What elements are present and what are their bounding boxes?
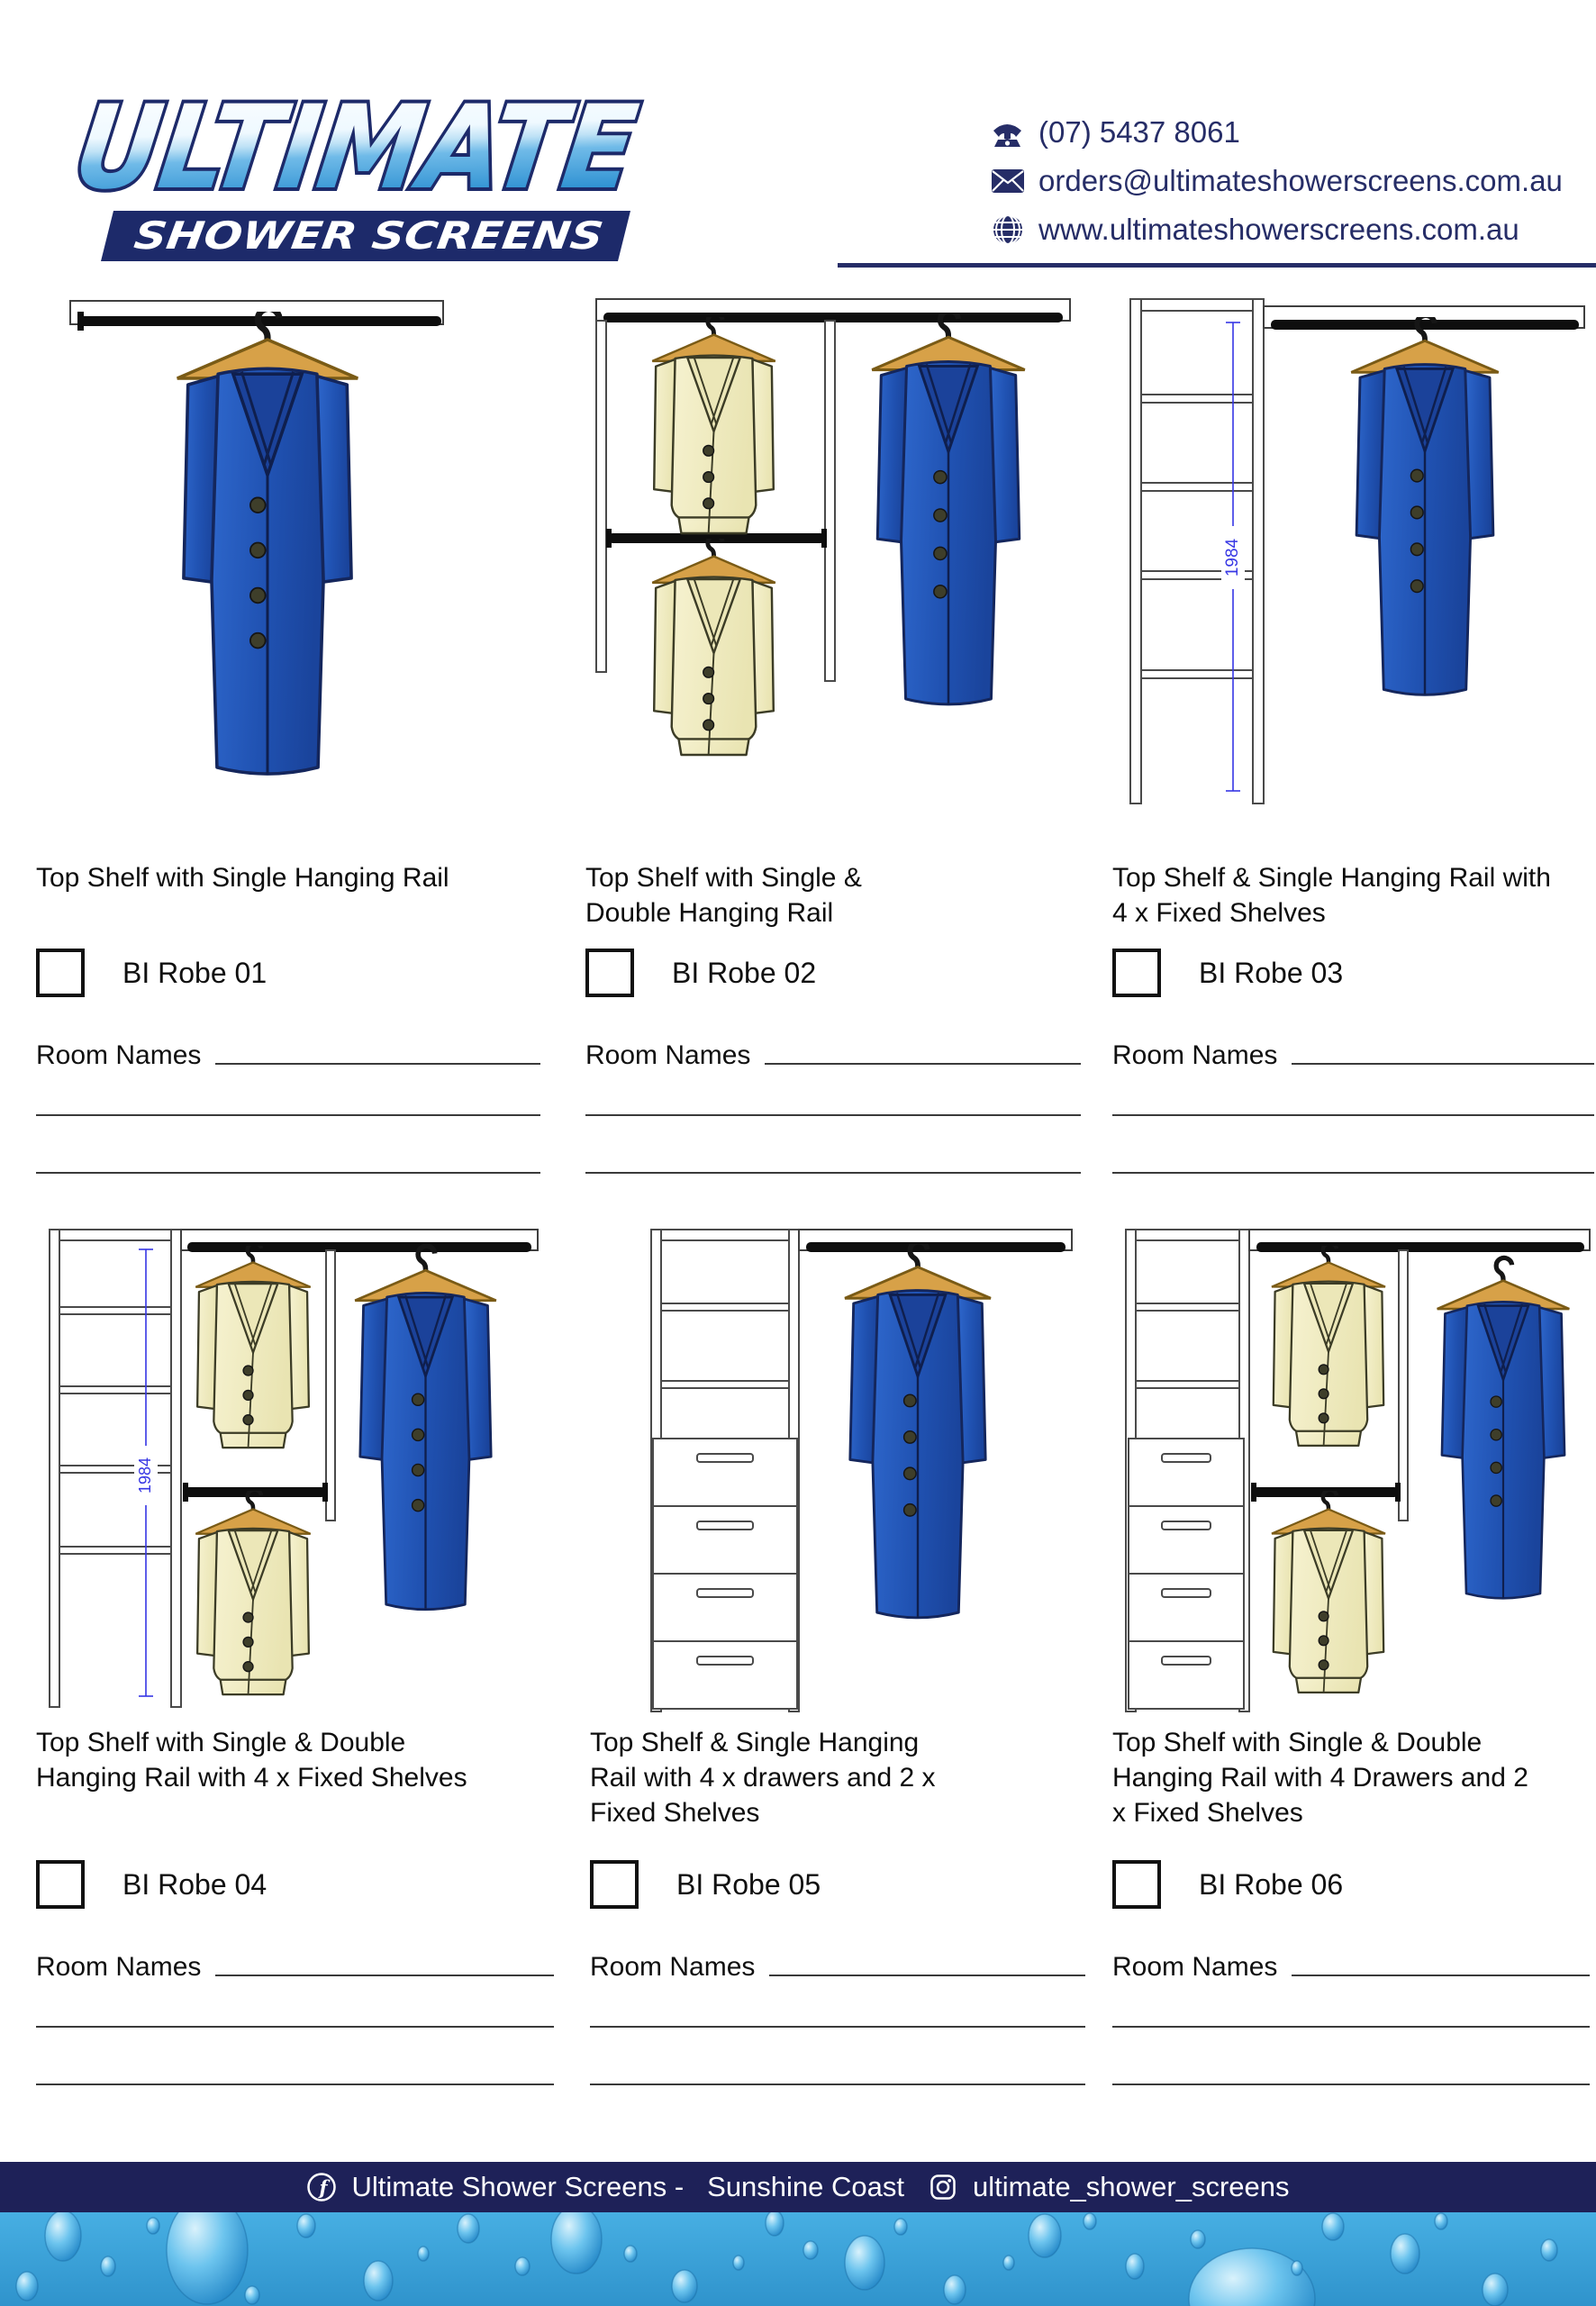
facebook-icon[interactable]: [306, 2172, 337, 2202]
header-divider: [838, 263, 1596, 268]
facebook-page-name[interactable]: Ultimate Shower Screens -: [351, 2171, 685, 2202]
email-address[interactable]: orders@ultimateshowerscreens.com.au: [1038, 164, 1563, 197]
top-shelf: [181, 1230, 538, 1252]
robe-01-illustration: [36, 288, 540, 860]
room-names-label: Room Names: [36, 1952, 202, 1982]
svg-text:f: f: [319, 2176, 328, 2199]
drawer-handle: [697, 1454, 753, 1462]
robe-card-02: [585, 288, 1081, 1174]
dimension-label: 1984: [135, 1457, 154, 1494]
room-name-line-3[interactable]: [36, 1172, 540, 1174]
blue-coat: [1351, 315, 1498, 695]
drawer-handle: [697, 1521, 753, 1530]
drawer-handle: [1162, 1657, 1211, 1665]
bi-robe-05-checkbox[interactable]: [590, 1860, 639, 1909]
cream-jacket: [1272, 1490, 1385, 1693]
bi-robe-01-checkbox[interactable]: [36, 949, 85, 997]
drawer-handle: [1162, 1521, 1211, 1530]
room-names-label: Room Names: [590, 1952, 756, 1982]
cream-jacket: [652, 313, 775, 533]
robe-code-label: BI Robe 04: [122, 1867, 268, 1901]
room-name-line-1[interactable]: [765, 1063, 1081, 1065]
blue-coat: [1437, 1257, 1570, 1598]
robe-code-label: BI Robe 02: [672, 956, 817, 989]
bi-robe-02-checkbox[interactable]: [585, 949, 634, 997]
robe-title: Top Shelf with Single & Double Hanging Rail with 4 x Fixed Shelves: [36, 1728, 467, 1793]
robe-03-illustration: [1112, 288, 1594, 860]
drawer-handle: [697, 1657, 753, 1665]
website-url[interactable]: www.ultimateshowerscreens.com.au: [1038, 213, 1519, 246]
robe-card-03: [1112, 288, 1594, 1174]
drawer-tower: [1126, 1230, 1249, 1711]
cream-jacket: [195, 1243, 310, 1448]
blue-coat: [872, 311, 1025, 704]
room-name-line-1[interactable]: [215, 1063, 540, 1065]
room-name-line-1[interactable]: [215, 1975, 554, 1976]
shelf-tower: [50, 1230, 181, 1707]
room-name-line-2[interactable]: [590, 2026, 1085, 2028]
dimension-label: 1984: [1223, 538, 1243, 577]
room-name-line-2[interactable]: [36, 2026, 554, 2028]
robe-code-label: BI Robe 03: [1199, 956, 1344, 989]
footer-social-bar: [0, 2162, 1596, 2212]
hanging-rail: [1256, 1242, 1584, 1252]
cream-jacket: [1272, 1243, 1385, 1446]
robe-card-04: [36, 1221, 554, 2085]
dimension-1984: [1221, 322, 1245, 791]
robe-title: Top Shelf with Single & Double Hanging Rail with 4 Drawers and 2 x Fixed Shelves: [1112, 1728, 1528, 1828]
robe-title: Top Shelf with Single & Double Hanging Rail: [585, 863, 862, 928]
contact-block: [991, 108, 1567, 254]
robe-card-01: [36, 288, 540, 1174]
hanging-rail: [806, 1242, 1066, 1252]
top-shelf: [799, 1230, 1072, 1252]
top-shelf: [596, 299, 1070, 322]
room-name-line-3[interactable]: [1112, 1172, 1594, 1174]
instagram-icon[interactable]: [928, 2172, 958, 2202]
top-shelf: [1249, 1230, 1590, 1252]
room-name-line-1[interactable]: [1292, 1975, 1590, 1976]
room-names-label: Room Names: [36, 1040, 202, 1070]
drawer-handle: [697, 1589, 753, 1597]
room-name-line-2[interactable]: [585, 1114, 1081, 1116]
blue-coat: [845, 1242, 991, 1618]
location-text: Sunshine Coast: [707, 2171, 905, 2202]
hanging-rail: [187, 1242, 531, 1252]
robe-card-05: [590, 1221, 1085, 2085]
instagram-handle[interactable]: ultimate_shower_screens: [973, 2171, 1290, 2202]
contact-email-row: [991, 157, 1567, 205]
room-name-line-2[interactable]: [36, 1114, 540, 1116]
blue-coat: [355, 1246, 496, 1609]
phone-icon: [991, 117, 1025, 148]
drawer-handle: [1162, 1454, 1211, 1462]
room-names-label: Room Names: [585, 1040, 751, 1070]
robe-code-label: BI Robe 05: [676, 1867, 821, 1901]
robe-card-06: [1112, 1221, 1590, 2085]
dimension-1984: [134, 1249, 158, 1696]
water-droplets-banner: [0, 2212, 1596, 2306]
envelope-icon: [991, 168, 1025, 194]
logo-subtitle: SHOWER SCREENS: [131, 213, 533, 258]
robe-02-illustration: [585, 288, 1081, 860]
side-panel: [596, 321, 606, 672]
robe-title: Top Shelf & Single Hanging Rail with 4 x Fixed Shelves: [1112, 863, 1551, 928]
middle-hanging-rail: [183, 1483, 328, 1502]
robe-code-label: BI Robe 01: [122, 956, 268, 989]
drawer-tower: [651, 1230, 799, 1711]
room-names-label: Room Names: [1112, 1040, 1278, 1070]
bi-robe-03-checkbox[interactable]: [1112, 949, 1161, 997]
hanging-rail: [1271, 320, 1579, 330]
cream-jacket: [652, 535, 775, 755]
divider-panel: [326, 1250, 335, 1521]
divider-panel: [825, 321, 835, 681]
room-name-line-2[interactable]: [1112, 1114, 1594, 1116]
blue-coat: [177, 308, 358, 774]
room-name-line-3[interactable]: [590, 2084, 1085, 2085]
globe-icon: [991, 213, 1025, 247]
robe-title: Top Shelf & Single Hanging Rail with 4 x drawers and 2 x Fixed Shelves: [590, 1728, 936, 1828]
room-names-label: Room Names: [1112, 1952, 1278, 1982]
room-name-line-2[interactable]: [1112, 2026, 1590, 2028]
room-name-line-1[interactable]: [1292, 1063, 1594, 1065]
robe-06-illustration: [1112, 1221, 1590, 1725]
phone-number: (07) 5437 8061: [1038, 115, 1240, 149]
robe-code-label: BI Robe 06: [1199, 1867, 1344, 1901]
divider-panel: [1399, 1250, 1408, 1521]
contact-website-row: [991, 205, 1567, 254]
robe-04-illustration: [36, 1221, 554, 1725]
room-name-line-1[interactable]: [769, 1975, 1085, 1976]
room-name-line-3[interactable]: [36, 2084, 554, 2085]
company-logo: [43, 52, 683, 273]
room-name-line-3[interactable]: [585, 1172, 1081, 1174]
robe-05-illustration: [590, 1221, 1085, 1725]
contact-phone-row: [991, 108, 1567, 157]
bi-robe-04-checkbox[interactable]: [36, 1860, 85, 1909]
room-name-line-3[interactable]: [1112, 2084, 1590, 2085]
bi-robe-06-checkbox[interactable]: [1112, 1860, 1161, 1909]
robe-title: Top Shelf with Single Hanging Rail: [36, 863, 449, 893]
drawer-handle: [1162, 1589, 1211, 1597]
logo-title: ULTIMATE: [67, 81, 683, 215]
cream-jacket: [195, 1490, 310, 1694]
